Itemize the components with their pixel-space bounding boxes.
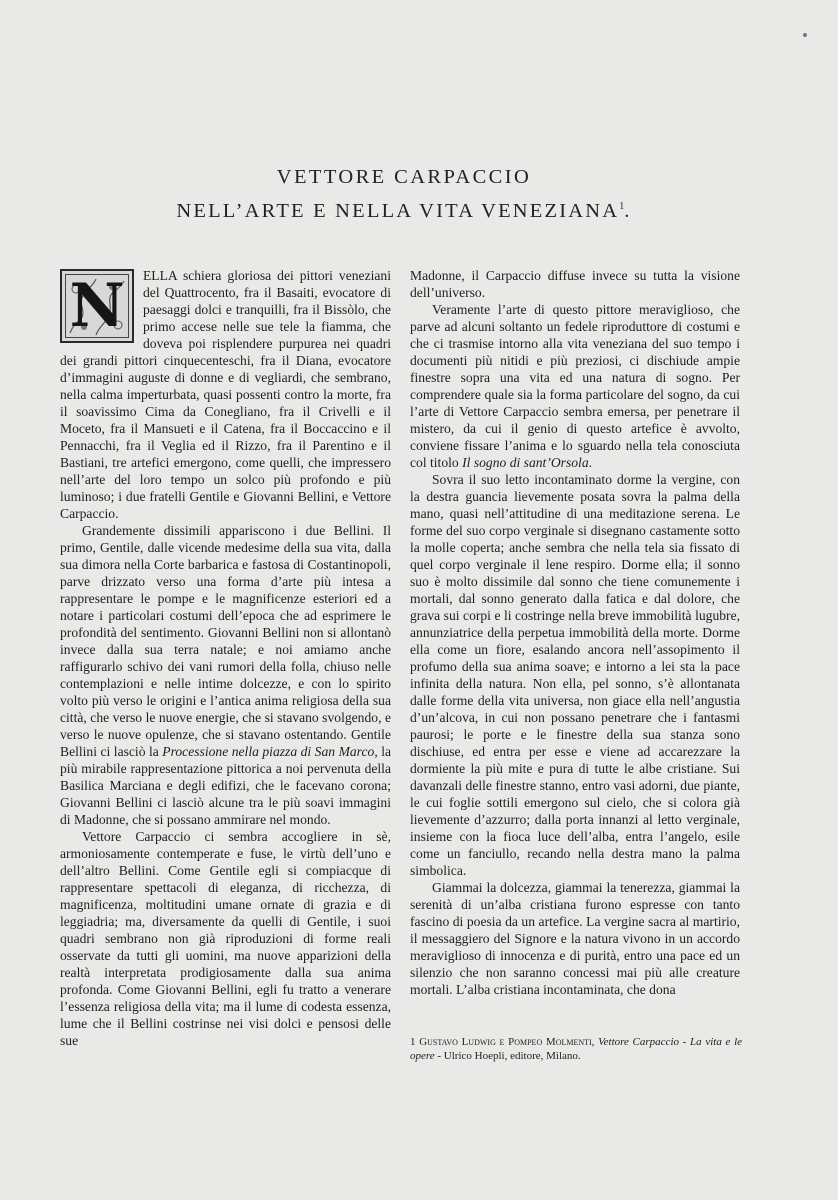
artwork-title: Processione nella piazza di San Marco xyxy=(162,744,375,759)
drop-cap-letter: N xyxy=(69,271,125,341)
paragraph xyxy=(410,267,740,301)
paragraph xyxy=(60,267,391,522)
paragraph-text: ELLA schiera gloriosa dei pittori veneziani del Quattrocento, fra il Basaiti, evocatore di paesaggi dolci e tranquilli, fra il Bissòlo, che primo accese nelle sue tele la fiamma, che doveva poi risplendere purpurea nei quadri dei grandi pittori cinquecenteschi, fra il Diana, evocatore d’immagini auguste di donne e di vegliardi, che sembrano, nella calma imperturbata, quasi possenti contro la morte, fra il soavissimo Cima da Conegliano, fra il Crivelli e il Moceto, fra il Mansueti e il Catena, fra il Boccaccino e il Pennacchi, fra il Veglia ed il Rizzo, fra il Parentino e il Bastiani, tre artefici emergono, come quelli, che impressero nell’arte del loro tempo un solco più profondo e più luminoso; i due fratelli Gentile e Giovanni Bellini, e Vettore Carpaccio. xyxy=(60,268,391,521)
footnote-book-title: Vettore Carpaccio - La vita e le opere xyxy=(410,1036,743,1062)
article-subtitle xyxy=(0,200,808,223)
left-column xyxy=(60,267,391,1049)
paragraph xyxy=(60,828,391,1049)
footnote xyxy=(410,1035,742,1063)
ornamental-initial-icon xyxy=(60,269,134,343)
footnote-publisher: - Ulrico Hoepli, editore, Milano. xyxy=(437,1050,581,1062)
subtitle-period: . xyxy=(624,200,632,222)
paragraph xyxy=(410,471,740,879)
paragraph-text: , la più mirabile rappresentazione pittorica a noi pervenuta della Basilica Marciana e degli edifizi, che le facevano corona; Giovanni Bellini ci lasciò alcune tra le più soavi immagini di Madonne, che si possano ammirare nel mondo. xyxy=(60,744,392,827)
paragraph xyxy=(410,301,740,471)
paragraph xyxy=(410,879,740,998)
artwork-title: Il sogno di sant’Orsola xyxy=(462,455,589,470)
paragraph-text: Sovra il suo letto incontaminato dorme la vergine, con la destra guancia lievemente posata sovra la palma della mano, quasi nell’attitudine di una meditazione serena. Le forme del suo corpo verginale si disegnano castamente sotto la molle coperta; anche sembra che nella tela sia fissato di quel corpo verginale il lene respiro. Dorme ella; il sonno suo è molto dissimile dal sonno che tiene comunemente i mortali, dal sonno generato dalla fatica e dal dolore, che grava sui corpi e li costringe nella breve immobilità lugubre, annunziatrice della perpetua immobilità della morte. Dorme ella come un fiore, esalando ancora nell’assopimento il profumo della sua anima soave; e intorno a lei sta la pace infinita della natura. Non ella, pel sonno, s’è allontanata dalle forme della vita universa, non giace ella nell’angustia d’un’alcova, in cui non possano penetrare che i fantasmi paurosi; le porte e le finestre della sua stanza sono dischiuse, ed entra per esse e viene ad accarezzare la dormiente la più mite e pura di tutte le albe cristiane. Sui davanzali delle finestre stanno, entro vasi adorni, due piante, le cui foglie sottili emergono sul cielo, che si colora già lievemente d’azzurro; dalla porta innanzi al letto verginale, insieme con la fioca luce dell’alba, entra l’angelo, esile come un fanciullo, recando nella destra mano la palma simbolica. xyxy=(410,472,740,878)
paragraph-text: Veramente l’arte di questo pittore meraviglioso, che parve ad alcuni soltanto un fedele riproduttore di costumi e che ci trasmise intorno alla vita veneziana del suo tempo i documenti più nitidi e più preziosi, ci dischiude ampie finestre sopra una vita ed una natura di sogno. Per comprendere quale sia la forma particolare del sogno, da cui l’arte di Vettore Carpaccio sembra emersa, per penetrare il mistero, da cui il genio di questo artefice è avvolto, conviene fissare l’anima e lo sguardo nella tela conosciuta col titolo xyxy=(410,302,740,470)
page-speck xyxy=(803,33,807,37)
title-footnote-mark[interactable]: 1 xyxy=(619,201,625,212)
paragraph-text: Madonne, il Carpaccio diffuse invece su tutta la visione dell’universo. xyxy=(410,268,740,300)
subtitle-text: NELL’ARTE E NELLA VITA VENEZIANA xyxy=(176,200,620,222)
footnote-authors: Gustavo Ludwig e Pompeo Molmenti, xyxy=(419,1036,595,1048)
paragraph-text: Giammai la dolcezza, giammai la tenerezza, giammai la serenità di un’alba cristiana furono espresse con tanto fascino di poesia da un artefice. La vergine sacra al martirio, il messaggiero del Signore e la natura vivono in un accordo meraviglioso di innocenza e di purità, entro una pace ed un silenzio che non saranno concessi mai più alle creature mortali. L’alba cristiana incontaminata, che dona xyxy=(410,880,740,997)
right-column xyxy=(410,267,740,998)
footnote-number: 1 xyxy=(410,1036,416,1048)
paragraph-text: . xyxy=(588,455,593,470)
article-title: VETTORE CARPACCIO xyxy=(276,166,532,188)
paragraph-text: Grandemente dissimili appariscono i due Bellini. Il primo, Gentile, dalle vicende medesime della sua vita, dalla sua dimora nella Corte barbarica e fastosa di Costantinopoli, parve drizzato verso una forma d’arte più intesa a rappresentare le pompe e le magnificenze esteriori ed a notare i particolari costumi dell’epoca che ad esprimere le profondità del sentimento. Giovanni Bellini non si allontanò invece dalla sua terra natale; e noi amiamo anche raffigurarlo schivo dei vani rumori della folla, chiuso nelle contemplazioni e nelle intime dolcezze, e con lo spirito volto più verso le origini e l’antica anima religiosa della sua città, che verso le nuove energie, che si stavano svolgendo, e verso le nuove opulenze, che si stavano ostentando. Gentile Bellini ci lasciò la xyxy=(60,523,391,759)
paragraph xyxy=(60,522,391,828)
paragraph-text: Vettore Carpaccio ci sembra accogliere in sè, armoniosamente contemperate e fuse, le virtù dell’uno e dell’altro Bellini. Come Gentile egli si compiacque di rappresentare spettacoli di eleganza, di ricchezza, di magnificenza, moltitudini umane ornate di grazia e di leggiadria; ma, diversamente da quelli di Gentile, i suoi quadri sembrano non già riproduzioni di forme reali osservate da tutti gli uomini, ma nuove apparizioni della realtà interpretata prodigiosamente dalla sua anima profonda. Come Giovanni Bellini, egli fu tratto a venerare l’essenza religiosa della vita; ma il lume di codesta essenza, lume che il Bellini costrinse nei visi dolci e pensosi delle sue xyxy=(60,829,391,1048)
